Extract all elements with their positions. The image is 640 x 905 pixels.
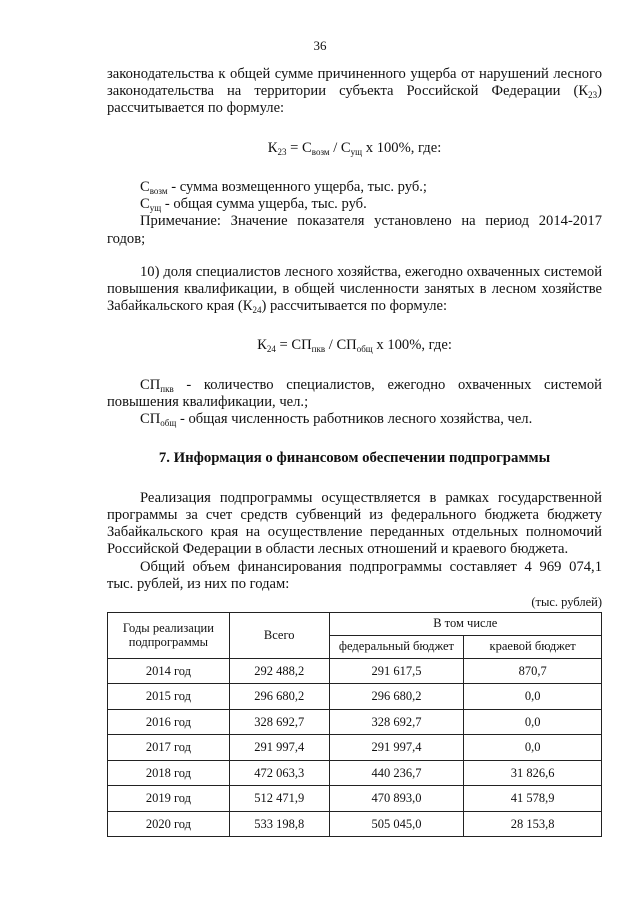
cell-year: 2018 год: [108, 760, 230, 786]
paragraph-total-volume: Общий объем финансирования подпрограммы составляет 4 969 074,1 тыс. рублей, из них по годам:: [107, 558, 602, 592]
definition-spobsh: $СП_{общ}$ - общая численность работников лесного хозяйства, чел.: [140, 411, 533, 429]
header-total: Всего: [229, 612, 329, 658]
header-regional: краевой бюджет: [464, 635, 602, 658]
note-paragraph: Примечание: Значение показателя установлено на период 2014-2017 годов;: [107, 213, 602, 247]
cell-total: 296 680,2: [229, 684, 329, 710]
cell-reg: 870,7: [464, 658, 602, 684]
cell-year: 2016 год: [108, 709, 230, 735]
paragraph-k23-intro: законодательства к общей сумме причиненного ущерба от нарушений лесного законодательства на территории субъекта Российской Федерации $(К_{23})$ рассчитывается по формуле:: [107, 66, 602, 117]
formula-k24: $К_{24} = СП_{пкв} / СП_{общ}$ х 100%, где:: [257, 337, 452, 355]
table-body: [108, 658, 602, 837]
formula-k23: $К_{23} = С_{возм} / С_{ущ}$ х 100%, где:: [267, 139, 442, 157]
cell-total: 292 488,2: [229, 658, 329, 684]
cell-year: 2014 год: [108, 658, 230, 684]
header-including: В том числе: [329, 612, 601, 635]
cell-reg: 31 826,6: [464, 760, 602, 786]
header-years: Годы реализации подпрограммы: [108, 612, 230, 658]
cell-fed: 296 680,2: [329, 684, 464, 710]
cell-year: 2020 год: [108, 811, 230, 837]
table-row: [108, 684, 602, 710]
table-unit-label: (тыс. рублей): [531, 595, 602, 610]
header-federal: федеральный бюджет: [329, 635, 464, 658]
cell-reg: 41 578,9: [464, 786, 602, 812]
table-row: [108, 760, 602, 786]
cell-year: 2017 год: [108, 735, 230, 761]
cell-total: 328 692,7: [229, 709, 329, 735]
section-heading: 7. Информация о финансовом обеспечении подпрограммы: [158, 450, 551, 467]
table-row: [108, 811, 602, 837]
table-row: [108, 709, 602, 735]
cell-fed: 505 045,0: [329, 811, 464, 837]
cell-reg: 0,0: [464, 684, 602, 710]
cell-year: 2015 год: [108, 684, 230, 710]
cell-fed: 291 617,5: [329, 658, 464, 684]
definition-sush: $С_{ущ}$ - общая сумма ущерба, тыс. руб.: [140, 196, 367, 214]
cell-reg: 28 153,8: [464, 811, 602, 837]
cell-reg: 0,0: [464, 735, 602, 761]
table-row: [108, 658, 602, 684]
definition-svozm: $С_{возм}$ - сумма возмещенного ущерба, тыс. руб.;: [140, 178, 427, 196]
financing-table: [107, 612, 602, 838]
cell-fed: 440 236,7: [329, 760, 464, 786]
cell-total: 291 997,4: [229, 735, 329, 761]
definition-sppkv: $СП_{пкв}$ - количество специалистов, ежегодно охваченных системой повышения квалификации, чел.;: [107, 376, 602, 410]
page-number: 36: [313, 38, 327, 53]
cell-year: 2019 год: [108, 786, 230, 812]
paragraph-financing: Реализация подпрограммы осуществляется в рамках государственной программы за счет средств субвенций из федерального бюджета бюджету Забайкальского края на осуществление переданных отдельных полномочий Российской Федерации в области лесных отношений и краевого бюджета.: [107, 489, 602, 558]
paragraph-k24-intro: 10) доля специалистов лесного хозяйства, ежегодно охваченных системой повышения квалификации, в общей численности занятых в лесном хозяйстве Забайкальского края $(К_{24})$ рассчитывается по формуле:: [107, 263, 602, 316]
document-body: [107, 66, 602, 837]
cell-reg: 0,0: [464, 709, 602, 735]
cell-total: 512 471,9: [229, 786, 329, 812]
table-row: [108, 786, 602, 812]
cell-total: 472 063,3: [229, 760, 329, 786]
table-row: [108, 735, 602, 761]
cell-fed: 328 692,7: [329, 709, 464, 735]
cell-fed: 291 997,4: [329, 735, 464, 761]
cell-fed: 470 893,0: [329, 786, 464, 812]
cell-total: 533 198,8: [229, 811, 329, 837]
